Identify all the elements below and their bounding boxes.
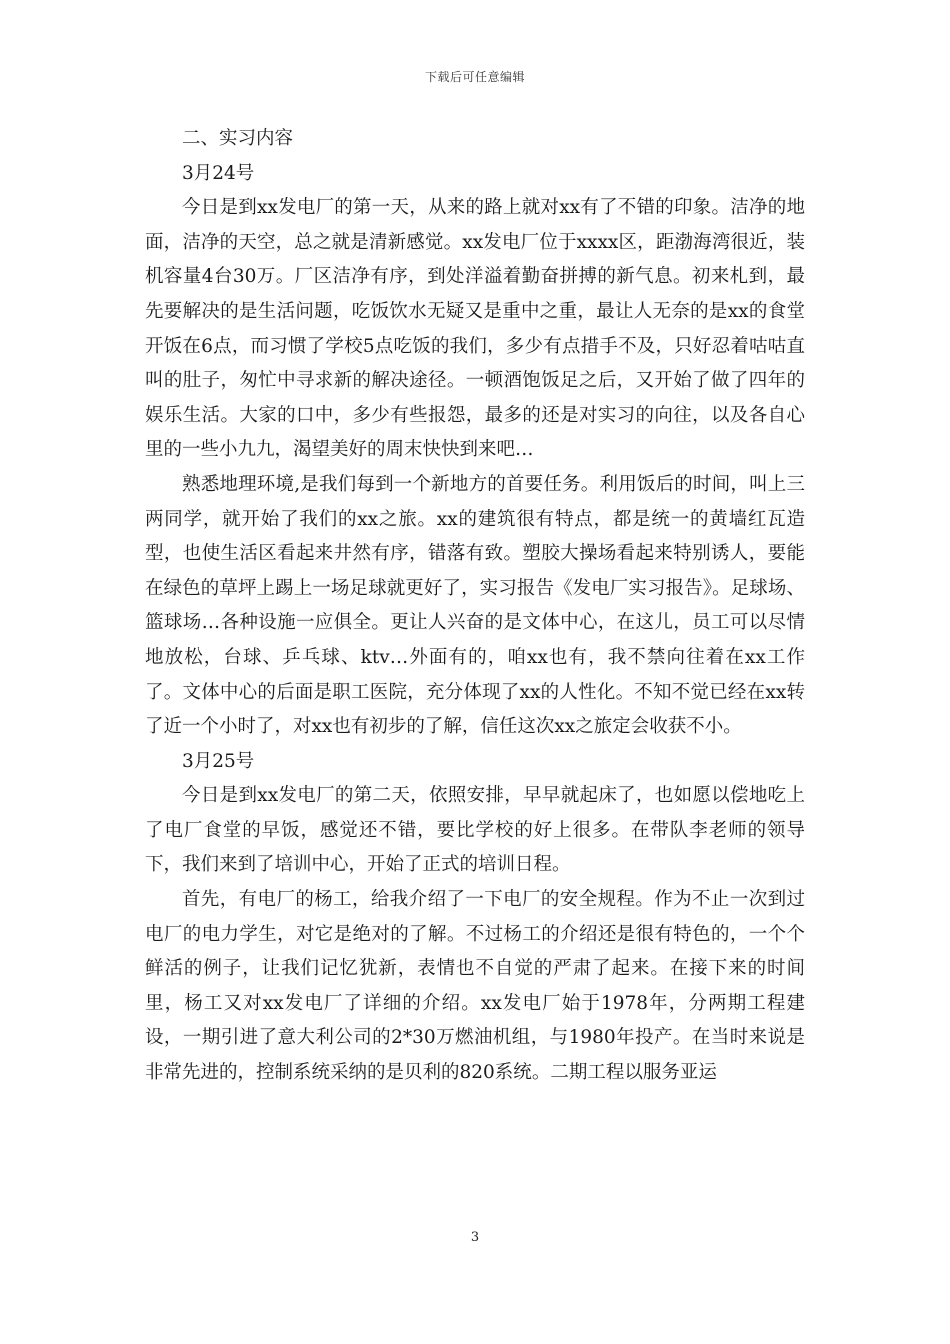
paragraph: 今日是到xx发电厂的第二天，依照安排，早早就起床了，也如愿以偿地吃上了电厂食堂的早饭，感觉还不错，要比学校的好上很多。在带队李老师的领导下，我们来到了培训中心，开始了正式的培训日程。 [145, 785, 805, 876]
paragraph: 今日是到xx发电厂的第一天，从来的路上就对xx有了不错的印象。洁净的地面，洁净的天空，总之就是清新感觉。xx发电厂位于xxxx区，距渤海湾很近，装机容量4台30万。厂区洁净有序，到处洋溢着勤奋拼搏的新气息。初来札到，最先要解决的是生活问题，吃饭饮水无疑又是重中之重，最让人无奈的是xx的食堂开饭在6点，而习惯了学校5点吃饭的我们，多少有点措手不及，只好忍着咕咕直叫的肚子，匆忙中寻求新的解决途径。一顿酒饱饭足之后，又开始了做了四年的娱乐生活。大家的口中，多少有些报怨，最多的还是对实习的向往，以及各自心里的一些小九九，渴望美好的周末快快到来吧… [145, 197, 805, 461]
date-heading-day1: 3月24号 [182, 162, 255, 184]
page-number: 3 [470, 1230, 480, 1245]
document-body [145, 122, 805, 1091]
paragraph: 首先，有电厂的杨工，给我介绍了一下电厂的安全规程。作为不止一次到过电厂的电力学生，对它是绝对的了解。不过杨工的介绍还是很有特色的，一个个鲜活的例子，让我们记忆犹新，表情也不自觉的严肃了起来。在接下来的时间里，杨工又对xx发电厂了详细的介绍。xx发电厂始于1978年，分两期工程建设，一期引进了意大利公司的2*30万燃油机组，与1980年投产。在当时来说是非常先进的，控制系统采纳的是贝利的820系统。二期工程以服务亚运 [145, 889, 805, 1084]
date-heading-day2: 3月25号 [182, 750, 255, 772]
paragraph: 熟悉地理环境,是我们每到一个新地方的首要任务。利用饭后的时间，叫上三两同学，就开始了我们的xx之旅。xx的建筑很有特点，都是统一的黄墙红瓦造型，也使生活区看起来井然有序，错落有致。塑胶大操场看起来特别诱人，要能在绿色的草坪上踢上一场足球就更好了，实习报告《发电厂实习报告》。足球场、篮球场…各种设施一应俱全。更让人兴奋的是文体中心，在这儿，员工可以尽情地放松，台球、乒乓球、ktv…外面有的，咱xx也有，我不禁向往着在xx工作了。文体中心的后面是职工医院，充分体现了xx的人性化。不知不觉已经在xx转了近一个小时了，对xx也有初步的了解，信任这次xx之旅定会收获不小。 [145, 473, 805, 738]
section-title: 二、实习内容 [182, 128, 294, 149]
page-header: 下载后可任意编辑 [424, 70, 525, 84]
